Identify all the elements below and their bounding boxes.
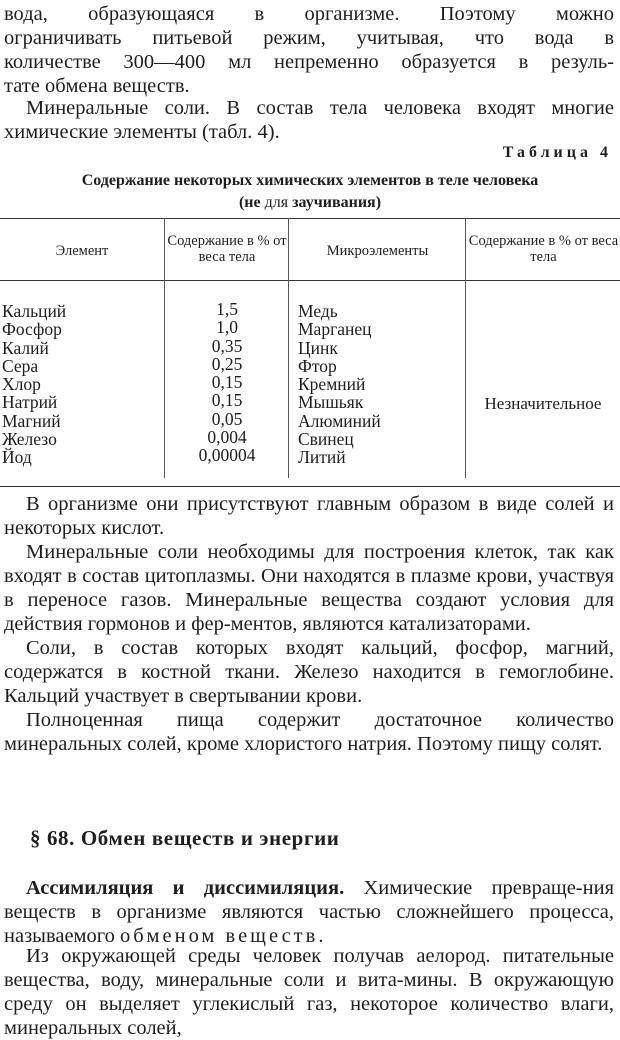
- element-name: Железо: [2, 429, 57, 450]
- header-content-2: Содержание в % от веса тела: [468, 233, 619, 265]
- header-microelements: Микроэлементы: [326, 243, 429, 259]
- element-content-value: 0,35: [211, 335, 243, 356]
- microelements-column: [298, 302, 381, 467]
- element-content-value: 0,004: [207, 427, 247, 448]
- element-name: Йод: [2, 447, 32, 468]
- top-line-3: количестве 300—400 мл непременно образуется в резуль-: [4, 51, 614, 73]
- element-content-value: 0,15: [211, 372, 243, 393]
- microelement-name: Медь: [298, 301, 338, 321]
- assimilation-emphasis: обменом веществ: [120, 925, 319, 947]
- table-bottom-rule: [0, 486, 620, 487]
- last-paragraph: Из окружающей среды человек получав аелород. питательные вещества, воду, минеральные соли и вита-мины. В окружающую среду он выделяет углекислый газ, некоторое количество влаги, минеральных солей,: [4, 945, 614, 1039]
- microelement-name: Свинец: [298, 429, 354, 450]
- subtitle-close: заучивания): [288, 194, 382, 211]
- element-name: Фосфор: [2, 319, 62, 340]
- microelement-name: Мышьяк: [298, 392, 364, 413]
- elements-column: [2, 302, 66, 467]
- element-name: Магний: [2, 410, 61, 431]
- element-name: Кальций: [2, 301, 67, 321]
- minerals-term: Минеральные соли.: [26, 97, 211, 119]
- top-paragraph: [4, 2, 614, 98]
- element-name: Сера: [2, 355, 39, 376]
- header-element: Элемент: [55, 243, 109, 259]
- assimilation-end: .: [318, 925, 324, 947]
- element-name: Хлор: [2, 374, 41, 395]
- element-content-value: 0,15: [211, 390, 243, 411]
- subtitle-normal: для: [264, 194, 289, 211]
- section-heading: § 68. Обмен веществ и энергии: [30, 826, 340, 850]
- header-content-1: Содержание в % от веса тела: [167, 233, 287, 265]
- element-name: Калий: [2, 337, 49, 358]
- table-title: [0, 170, 620, 214]
- paragraph-4: Полноценная пища содержит достаточное количество минеральных солей, кроме хлористого натрия. Поэтому пищу солят.: [4, 709, 614, 755]
- body-text: [4, 492, 614, 756]
- table-title-main: Содержание некоторых химических элементов в теле человека: [81, 172, 539, 189]
- element-content-value: 1,0: [216, 317, 238, 338]
- microelement-name: Марганец: [298, 319, 372, 340]
- element-content-value: 0,00004: [198, 445, 256, 466]
- element-content-value: 1,5: [216, 299, 238, 319]
- top-line-4: тате обмена веществ.: [4, 75, 190, 97]
- minerals-intro: [4, 96, 614, 144]
- microelement-name: Кремний: [298, 374, 366, 395]
- top-line-2: ограничивать питьевой режим, учитывая, что вода в: [4, 27, 614, 49]
- microelement-name: Цинк: [298, 337, 338, 358]
- table-subtitle: [0, 192, 620, 214]
- top-line-1: вода, образующаяся в организме. Поэтому можно: [4, 3, 614, 25]
- subtitle-open: (не: [238, 194, 265, 211]
- table-divider-3: [465, 218, 466, 478]
- table-label: Таблица 4: [502, 144, 612, 161]
- microelement-name: Алюминий: [298, 410, 381, 431]
- assimilation-term: Ассимиляция и диссимиляция.: [26, 877, 345, 899]
- paragraph-1: В организме они присутствуют главным образом в виде солей и некоторых кислот.: [4, 493, 614, 539]
- values-column: [166, 300, 288, 465]
- paragraph-3: Соли, в состав которых входят кальций, фосфор, магний, содержатся в костной ткани. Железо находится в гемоглобине. Кальций участвует в свертывании крови.: [4, 637, 614, 707]
- element-content-value: 0,25: [211, 353, 243, 374]
- paragraph-2: Минеральные соли необходимы для построения клеток, так как входят в состав цитоплазмы. Они находятся в плазме крови, участвуя в переносе газов. Минеральные вещества создают условия для действия гормонов и фер-ментов, являются катализаторами.: [4, 541, 614, 635]
- assimilation-paragraph: [4, 876, 614, 948]
- microelement-name: Фтор: [298, 355, 337, 376]
- microelement-name: Литий: [298, 447, 346, 468]
- table-header-rule: [0, 280, 620, 281]
- table-divider-1: [164, 218, 165, 478]
- table-top-rule: [0, 218, 620, 219]
- minerals-intro-text: В состав тела человека входят многие химические элементы (табл. 4).: [4, 97, 614, 143]
- assimilation-text: Химические превраще-ния веществ в организме являются частью сложнейшего процесса, называемого: [4, 877, 615, 947]
- table-divider-2: [288, 218, 289, 478]
- element-content-value: 0,05: [211, 408, 243, 429]
- microelements-content-cell: Незначительное: [484, 394, 602, 413]
- element-name: Натрий: [2, 392, 58, 413]
